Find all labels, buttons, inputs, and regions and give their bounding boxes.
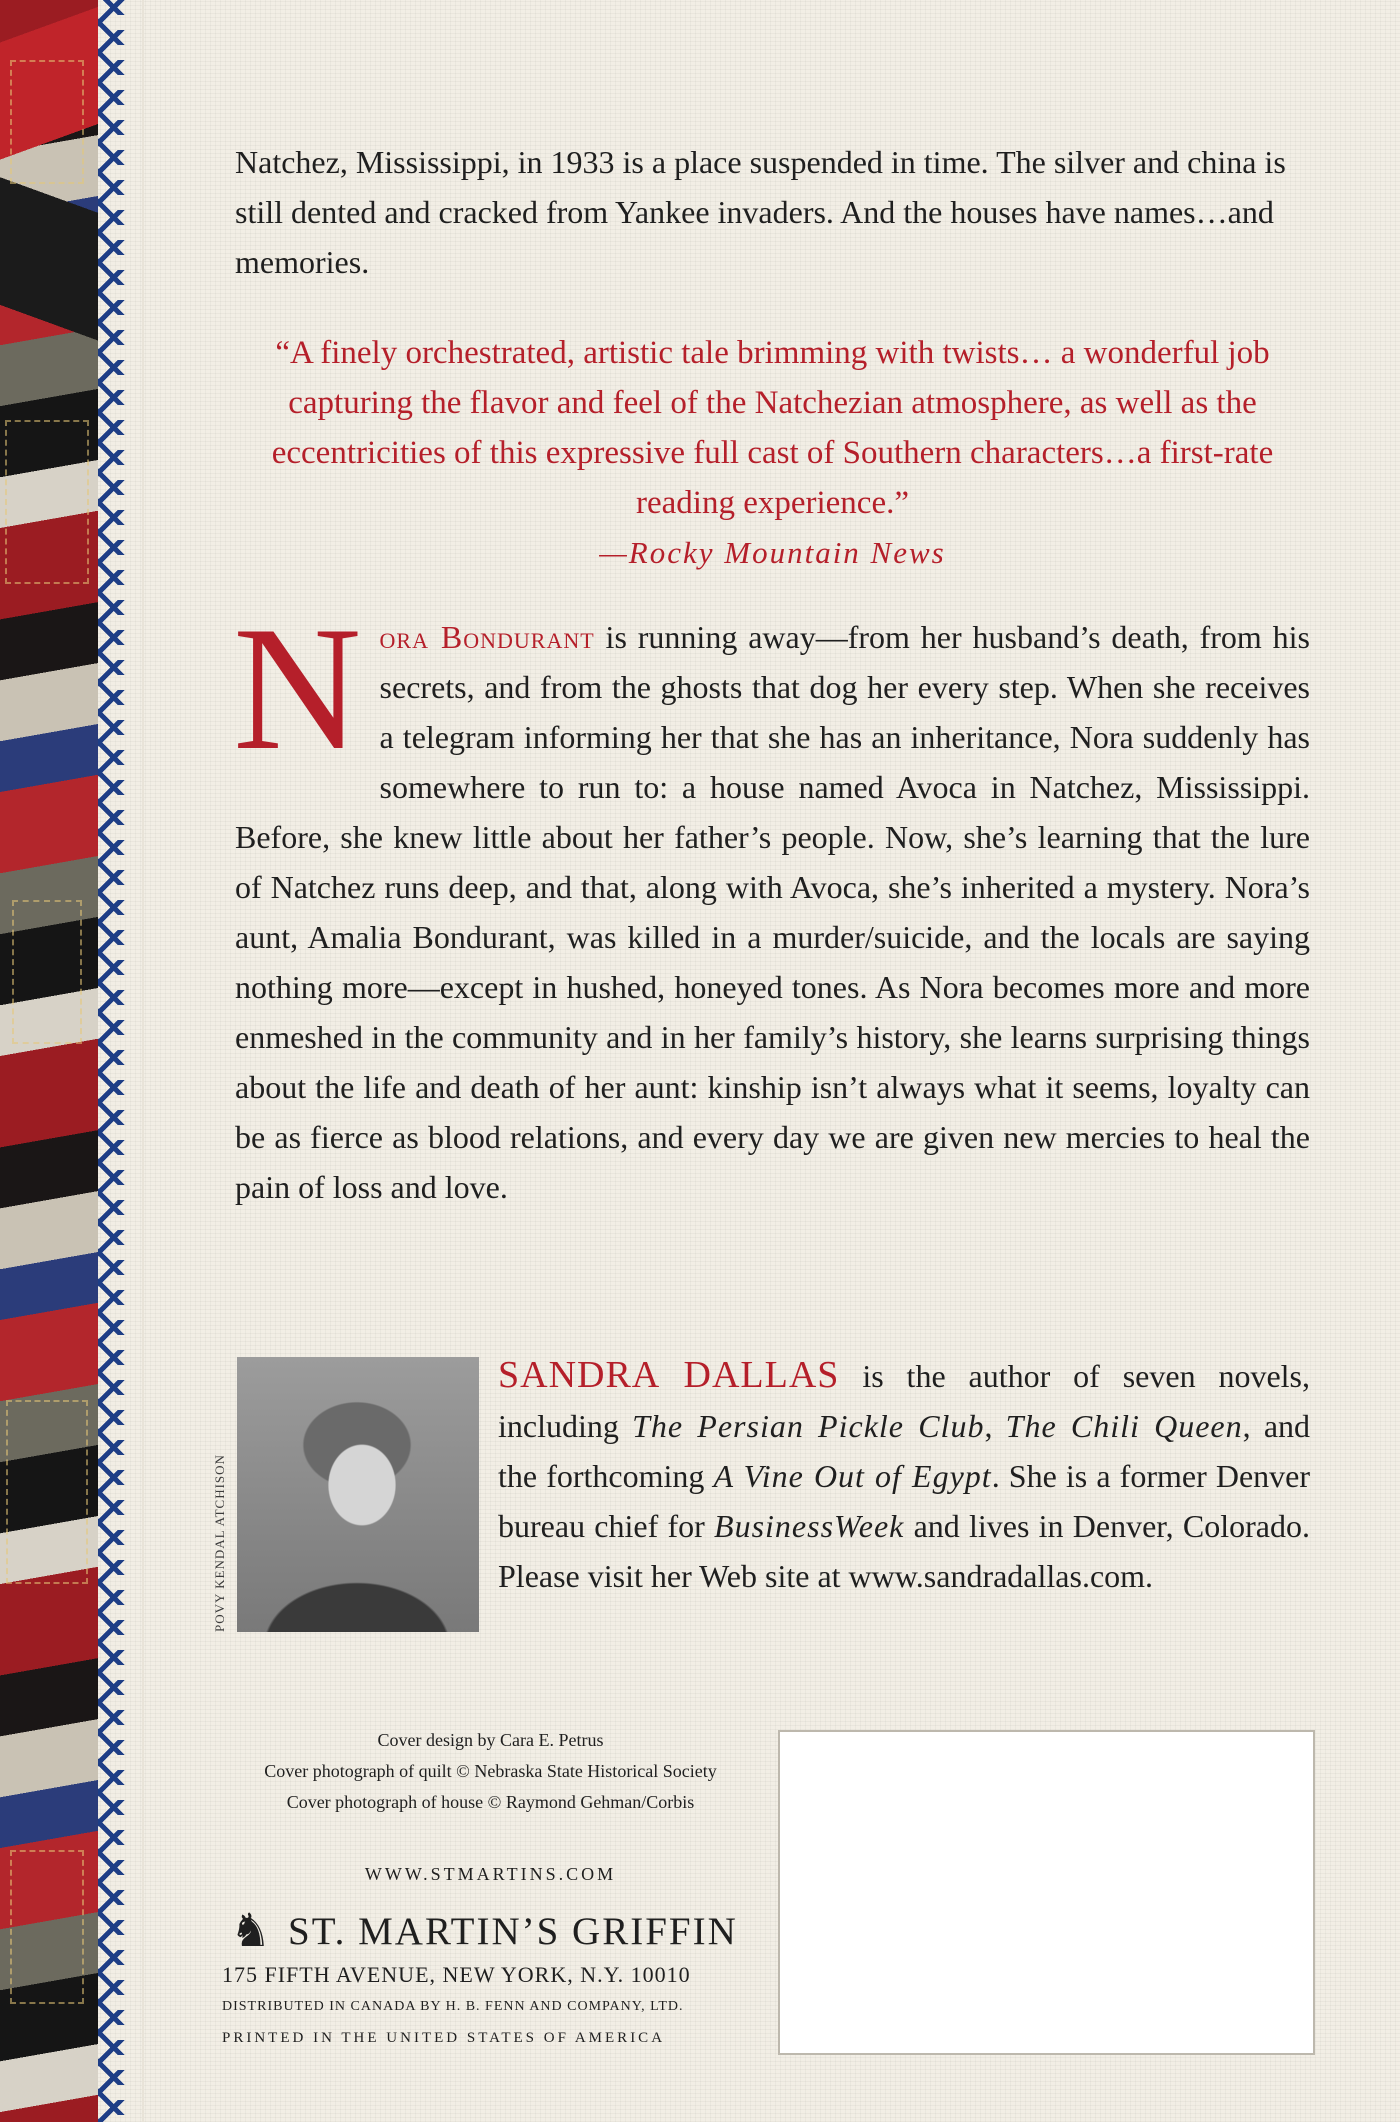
review-attribution: —Rocky Mountain News [599,535,946,570]
synopsis-paragraph [233,589,1311,1212]
barcode-area [778,1730,1315,2055]
magazine-title: BusinessWeek [714,1508,905,1544]
credit-line: Cover photograph of quilt © Nebraska State Historical Society [264,1761,717,1781]
bio-text-4: and lives in Denver, Colorado. Please visit her Web site at www.sandradallas.com. [498,1508,1311,1594]
book-title-1: The Persian Pickle Club [632,1408,985,1444]
quilt-spine-image [0,0,98,2122]
zigzag-stitch-border [98,0,142,2122]
photo-credit: POVY KENDAL ATCHISON [212,1454,227,1632]
publisher-address: 175 FIFTH AVENUE, NEW YORK, N.Y. 10010 [222,1962,691,1987]
cover-credits [208,1725,773,1818]
author-bio [498,1350,1310,1601]
printed-in: PRINTED IN THE UNITED STATES OF AMERICA [222,2030,666,2046]
publisher-website[interactable]: WWW.STMARTINS.COM [364,1864,617,1884]
publisher-logo [222,1903,777,1959]
book-title-2: The Chili Queen [1005,1408,1243,1444]
quilt-patch [5,420,89,584]
griffin-icon: ♞ [230,1905,272,1956]
credit-line: Cover photograph of house © Raymond Gehman/Corbis [286,1792,695,1812]
stitch-edge [142,0,144,2122]
bio-sep-1: , [984,1408,1006,1444]
credit-line: Cover design by Cara E. Petrus [377,1730,604,1750]
canada-distribution: DISTRIBUTED IN CANADA BY H. B. FENN AND COMPANY, LTD. [222,1999,684,2014]
synopsis-body: is running away—from her husband’s death, from his secrets, and from the ghosts that dog her every step. When she receives a telegram informing her that she has an inheritance, Nora suddenly has somewhere to run to: a house named Avoca in Natchez, Mississippi. Before, she knew little about her father’s people. Now, she’s learning that the lure of Natchez runs deep, and that, along with Avoca, she’s inherited a mystery. Nora’s aunt, Amalia Bondurant, was killed in a murder/suicide, and the locals are saying nothing more—except in hushed, honeyed tones. As Nora becomes more and more enmeshed in the community and in her family’s history, she learns surprising things about the life and death of her aunt: kinship isn’t always what it seems, loyalty can be as fierce as blood relations, and every day we are given new mercies to heal the pain of loss and love. [235,619,1311,1205]
quilt-patch [10,60,84,184]
bio-text-3: . She is a former Denver bureau chief for [498,1458,1311,1544]
quilt-patch [12,900,82,1044]
review-quote [230,328,1315,578]
drop-cap: N [233,589,362,787]
book-title-3: A Vine Out of Egypt [713,1458,992,1494]
author-photo [237,1357,479,1632]
quilt-patch [6,1400,88,1584]
intro-paragraph: Natchez, Mississippi, in 1933 is a place suspended in time. The silver and china is still dented and cracked from Yankee invaders. And the houses have names…and memories. [235,144,1286,280]
review-quote-text: “A finely orchestrated, artistic tale brimming with twists… a wonderful job capturing the flavor and feel of the Natchezian atmosphere, as well as the eccentricities of this expressive full cast of Southern characters…a first-rate reading experience.” [271,335,1274,521]
quilt-patch [10,1850,84,2004]
author-name: SANDRA DALLAS [498,1354,840,1396]
publisher-name: ST. MARTIN’S GRIFFIN [288,1910,738,1953]
synopsis-lead-in: ora Bondurant [379,619,595,655]
bio-text-1: is the author of seven novels, including [498,1358,1311,1444]
bio-text-2: , and the forthcoming [498,1408,1311,1494]
